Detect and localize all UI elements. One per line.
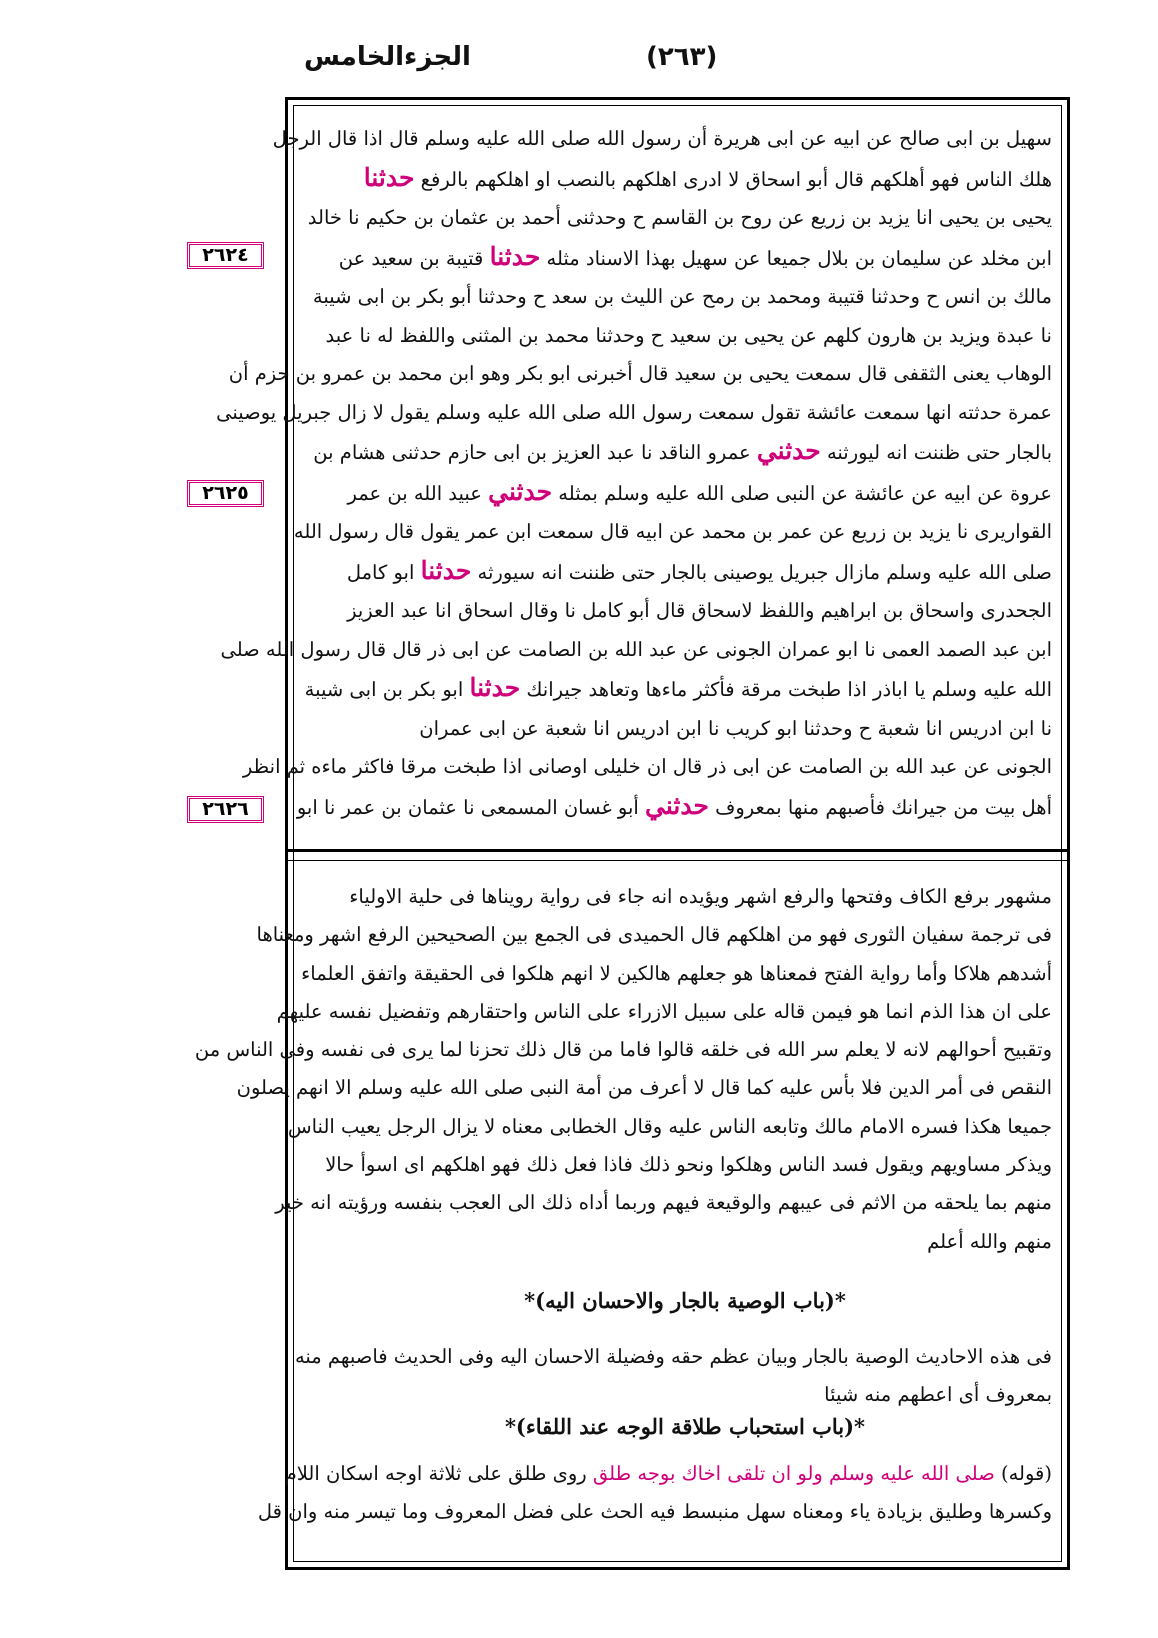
- haddathana-marker: حدثنا: [420, 555, 472, 585]
- text-line: نا عبدة ويزيد بن هارون كلهم عن يحيى بن سعيد ح وحدثنا محمد بن المثنى واللفظ له نا عبد: [325, 323, 1052, 347]
- part-label: الجزءالخامس: [304, 42, 471, 72]
- text-line: سهيل بن ابى صالح عن ابيه عن ابى هريرة أن رسول الله صلى الله عليه وسلم قال اذا قال الرجل: [272, 127, 1052, 150]
- commentary-line: أشدهم هلاكا وأما رواية الفتح فمعناها هو جعلهم هالكين لا انهم هلكوا فى الحقيقة واتفق العلماء: [301, 961, 1052, 985]
- text-line: هلك الناس فهو أهلكهم قال أبو اسحاق لا ادرى اهلكهم بالنصب او اهلكهم بالرفع حدثنا: [363, 162, 1052, 192]
- chapter-body: [257, 1455, 1052, 1531]
- chapter-heading: *(باب استحباب طلاقة الوجه عند اللقاء)*: [504, 1414, 866, 1439]
- commentary-line: ويذكر مساويهم ويقول فسد الناس وهلكوا ونحو ذلك فاذا فعل ذلك فهو اهلكهم اى اسوأ حالا: [325, 1153, 1052, 1177]
- text-line: الوهاب يعنى الثقفى قال سمعت يحيى بن سعيد قال أخبرنى ابو بكر وهو ابن محمد بن عمرو بن حزم أن: [228, 362, 1052, 385]
- chapter-line: وكسرها وطليق بزيادة ياء ومعناه سهل منبسط فيه الحث على فضل المعروف وما تيسر منه وان قل: [257, 1500, 1052, 1523]
- quoted-hadith: صلى الله عليه وسلم ولو ان تلقى اخاك بوجه طلق: [592, 1462, 995, 1485]
- commentary-text: [194, 878, 1052, 1261]
- text-line: ابن مخلد عن سليمان بن بلال جميعا عن سهيل بهذا الاسناد مثله حدثنا قتيبة بن سعيد عن: [338, 241, 1052, 271]
- chapter-line: بمعروف أى اعطهم منه شيئا: [824, 1383, 1052, 1406]
- text-line: نا ابن ادريس انا شعبة ح وحدثنا ابو كريب نا ابن ادريس انا شعبة عن ابى عمران: [419, 716, 1052, 740]
- haddathana-marker: حدثنا: [489, 241, 541, 271]
- commentary-line: النقص فى أمر الدين فلا بأس عليه كما قال لا أعرف من أمة النبى صلى الله عليه وسلم الا انهم يصلون: [236, 1076, 1052, 1100]
- commentary-line: وتقبيح أحوالهم لانه لا يعلم سر الله فى خلقه قالوا فاما من قال ذلك تحزنا لما يرى فى نفسه وفى الناس من: [194, 1038, 1052, 1062]
- text-line: بالجار حتى ظننت انه ليورثنه حدثني عمرو الناقد نا عبد العزيز بن ابى حازم حدثنى هشام بن: [313, 436, 1052, 465]
- qawluhu-label: (قوله): [1000, 1462, 1052, 1485]
- section-separator: [288, 849, 1067, 861]
- hadith-number: ٢٦٢٤: [187, 242, 264, 269]
- text-line: ابن عبد الصمد العمى نا ابو عمران الجونى عن عبد الله بن الصامت عن ابى ذر قال قال رسول الله صلى: [220, 637, 1052, 661]
- text-line: عروة عن ابيه عن عائشة عن النبى صلى الله عليه وسلم بمثله حدثني عبيد الله بن عمر: [347, 476, 1052, 506]
- commentary-line: جميعا هكذا فسره الامام مالك وتابعه الناس عليه وقال الخطابى معناه لا يزال الرجل يعيب الناس: [287, 1114, 1052, 1138]
- haddathana-marker: حدثني: [756, 436, 821, 465]
- chapter-body: [294, 1338, 1052, 1414]
- haddathana-marker: حدثني: [645, 790, 709, 820]
- chapter-heading: *(باب الوصية بالجار والاحسان اليه)*: [524, 1288, 846, 1313]
- chapter-line: (قوله) صلى الله عليه وسلم ولو ان تلقى اخاك بوجه طلق روى طلق على ثلاثة اوجه اسكان اللام: [284, 1462, 1052, 1485]
- text-line: الجونى عن عبد الله بن الصامت عن ابى ذر قال ان خليلى اوصانى اذا طبخت مرقا فاكثر ماءه ثم انظر: [242, 755, 1052, 778]
- text-line: صلى الله عليه وسلم مازال جبريل يوصينى بالجار حتى ظننت انه سيورثه حدثنا ابو كامل: [346, 555, 1052, 585]
- commentary-line: منهم بما يلحقه من الاثم فى عيبهم والوقيعة فيهم وربما أداه ذلك الى العجب بنفسه ورؤيته انه خير: [275, 1191, 1052, 1215]
- commentary-line: مشهور برفع الكاف وفتحها والرفع اشهر ويؤيده انه جاء فى رواية رويناها فى حلية الاولياء: [349, 885, 1052, 908]
- text-line: يحيى بن يحيى انا يزيد بن زريع عن روح بن القاسم ح وحدثنى أحمد بن عثمان بن حكيم نا خالد: [307, 206, 1052, 229]
- haddathana-marker: حدثني: [488, 476, 553, 506]
- text-line: مالك بن انس ح وحدثنا قتيبة ومحمد بن رمح عن الليث بن سعد ح وحدثنا أبو بكر بن ابى شيبة: [312, 285, 1052, 308]
- commentary-line: على ان هذا الذم انما هو فيمن قاله على سبيل الازراء على الناس واحتقارهم وتفضيل نفسه عليهم: [276, 999, 1052, 1023]
- text-line: الله عليه وسلم يا اباذر اذا طبخت مرقة فأكثر ماءها وتعاهد جيرانك حدثنا ابو بكر بن ابى شيبة: [304, 673, 1052, 702]
- hadith-number: ٢٦٢٥: [187, 480, 264, 507]
- text-line: الجحدرى واسحاق بن ابراهيم واللفظ لاسحاق قال أبو كامل نا وقال اسحاق انا عبد العزيز: [347, 599, 1052, 622]
- commentary-line: فى ترجمة سفيان الثورى فهو من اهلكهم قال الحميدى فى الجمع بين الصحيحين الرفع اشهر ومعناها: [256, 923, 1052, 947]
- haddathana-marker: حدثنا: [363, 162, 415, 192]
- text-line: القواريرى نا يزيد بن زريع عن عمر بن محمد عن ابيه قال سمعت ابن عمر يقول قال رسول الله: [293, 520, 1052, 543]
- haddathana-marker: حدثنا: [469, 673, 521, 702]
- hadith-number: ٢٦٢٦: [187, 796, 264, 823]
- text-line: عمرة حدثته انها سمعت عائشة تقول سمعت رسول الله صلى الله عليه وسلم يقول لا زال جبريل يوصينى: [216, 400, 1052, 424]
- chapter-line: فى هذه الاحاديث الوصية بالجار وبيان عظم حقه وفضيلة الاحسان اليه وفى الحديث فاصبهم منه: [294, 1345, 1052, 1368]
- page-number: (٢٦٣): [646, 42, 718, 72]
- text-line: أهل بيت من جيرانك فأصبهم منها بمعروف حدثني أبو غسان المسمعى نا عثمان بن عمر نا ابو: [296, 790, 1052, 820]
- commentary-line: منهم والله أعلم: [927, 1229, 1052, 1253]
